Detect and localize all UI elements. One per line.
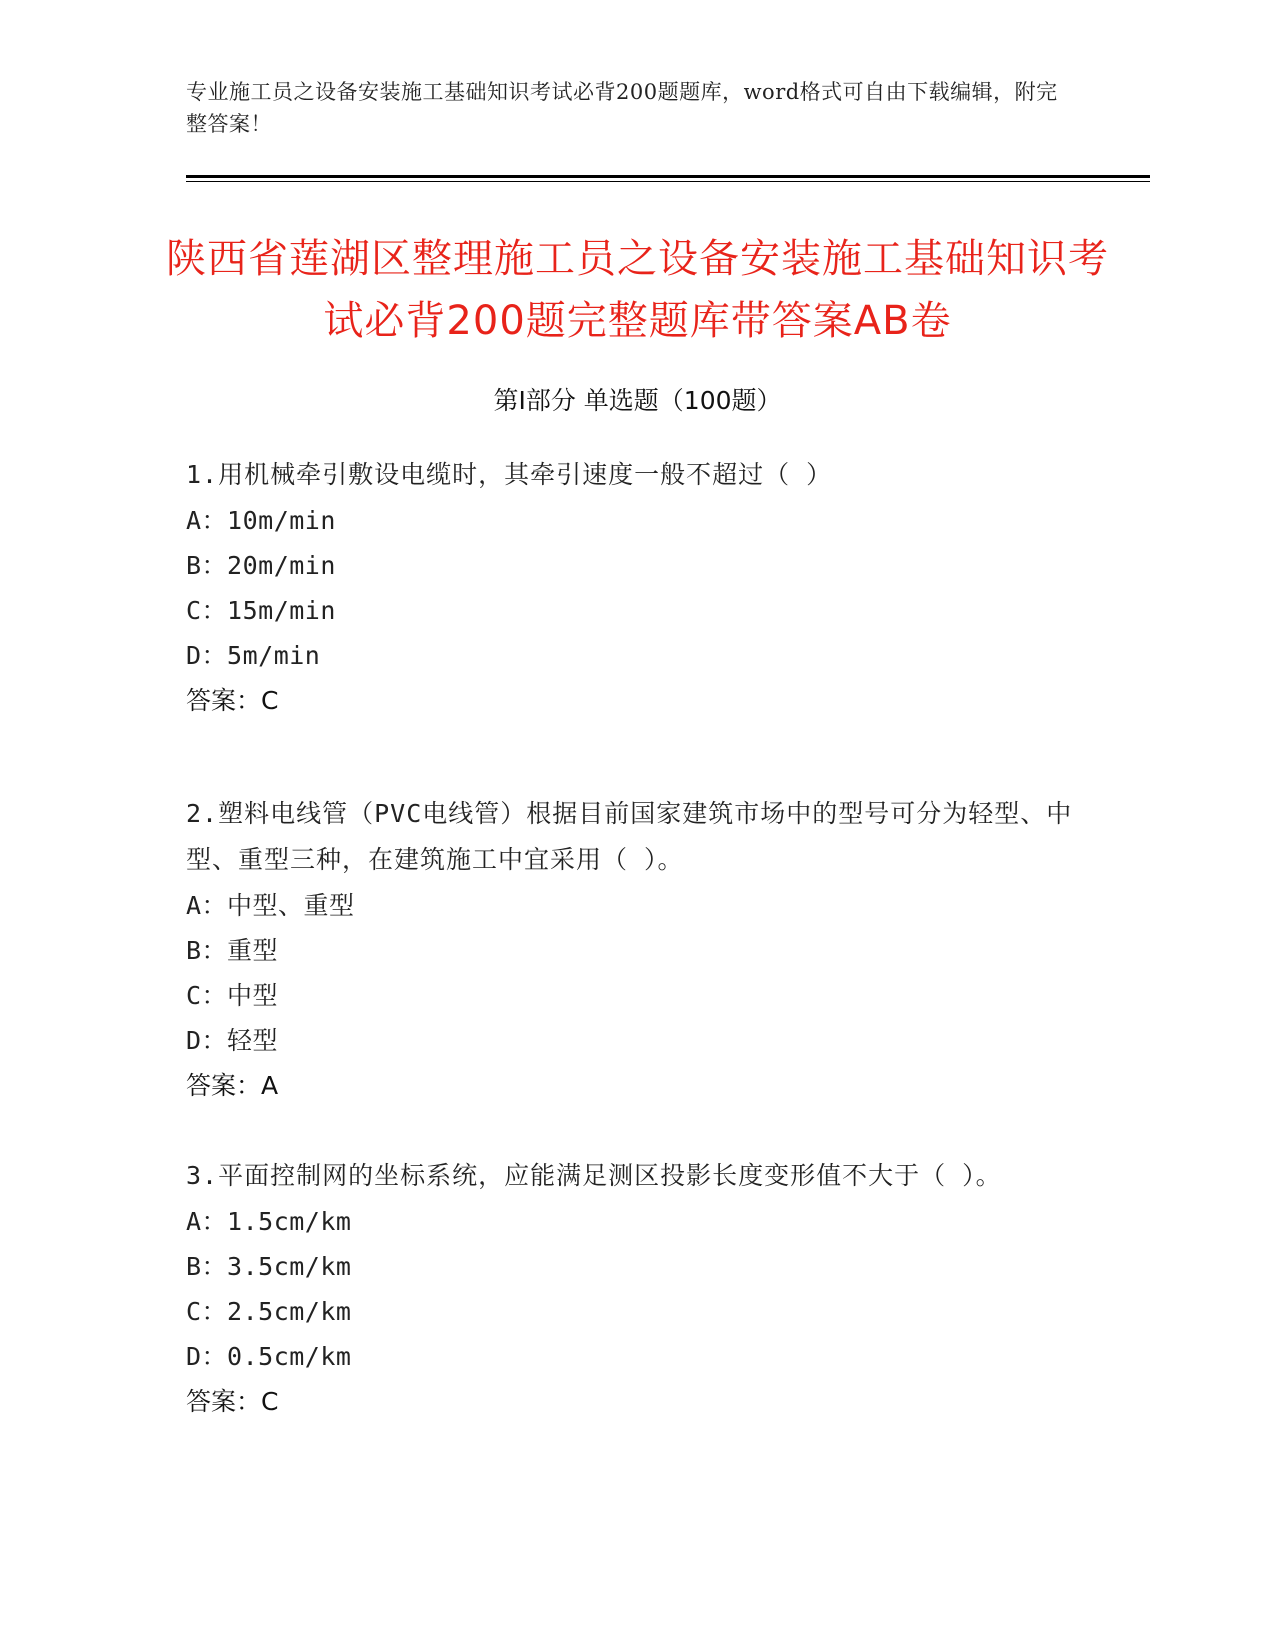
question-3 (186, 1153, 1086, 1424)
option-c: C：2.5cm/km (186, 1297, 352, 1326)
option-d: D：轻型 (186, 1026, 279, 1055)
header-divider-thin (186, 181, 1150, 182)
option-d: D：5m/min (186, 641, 321, 670)
question-stem: 2.塑料电线管（PVC电线管）根据目前国家建筑市场中的型号可分为轻型、中型、重型三种，在建筑施工中宜采用（ ）。 (186, 799, 1073, 874)
question-stem: 3.平面控制网的坐标系统，应能满足测区投影长度变形值不大于（ ）。 (186, 1161, 1002, 1190)
answer: 答案：C (186, 686, 279, 715)
answer: 答案：C (186, 1387, 279, 1416)
header-divider-thick (186, 175, 1150, 178)
option-a: A：1.5cm/km (186, 1207, 352, 1236)
section-title: 第Ⅰ部分 单选题（100题） (493, 386, 782, 415)
option-c: C：中型 (186, 981, 279, 1010)
header-note: 专业施工员之设备安装施工基础知识考试必背200题题库，word格式可自由下载编辑，附完整答案！ (186, 80, 1058, 136)
option-d: D：0.5cm/km (186, 1342, 352, 1371)
question-stem: 1.用机械牵引敷设电缆时，其牵引速度一般不超过（ ） (186, 460, 833, 489)
option-c: C：15m/min (186, 596, 336, 625)
question-2 (186, 791, 1086, 1108)
document-title: 陕西省莲湖区整理施工员之设备安装施工基础知识考试必背200题完整题库带答案AB卷 (166, 236, 1109, 344)
option-b: B：20m/min (186, 551, 336, 580)
option-a: A：中型、重型 (186, 891, 355, 920)
option-b: B：3.5cm/km (186, 1252, 352, 1281)
answer: 答案：A (186, 1071, 279, 1100)
option-a: A：10m/min (186, 506, 336, 535)
option-b: B：重型 (186, 936, 279, 965)
question-1 (186, 452, 1086, 723)
